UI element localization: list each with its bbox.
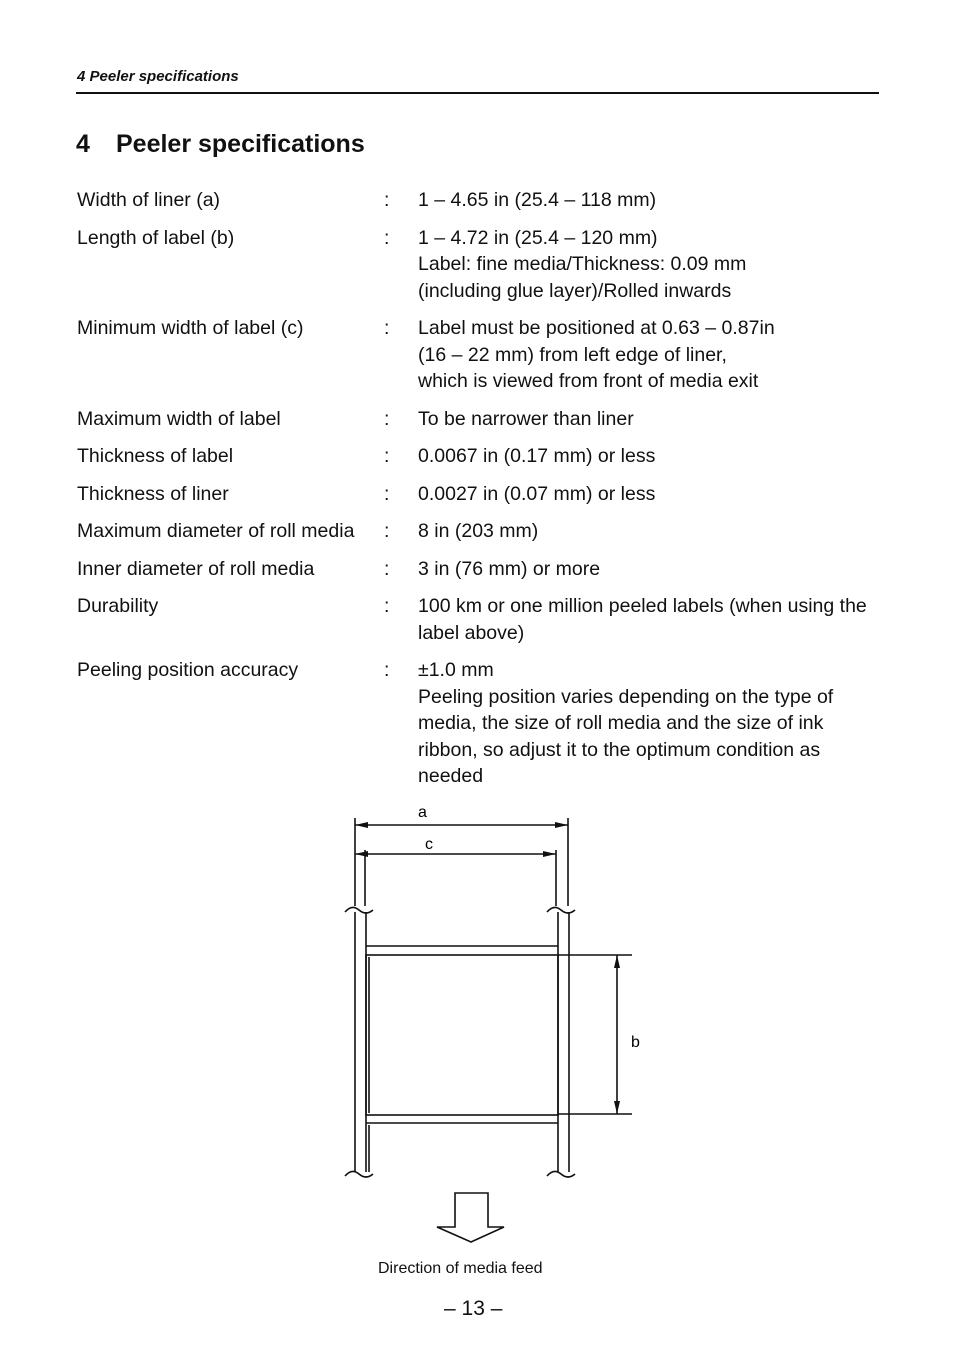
spec-colon: : [384,226,390,249]
spec-colon: : [384,317,390,339]
spec-label: Maximum width of label [77,407,281,430]
arrowhead [555,822,568,828]
spec-value-line: ±1.0 mm [418,659,494,681]
section-title: Peeler specifications [116,130,365,158]
spec-colon: : [384,595,390,617]
feed-direction-arrow [437,1193,504,1242]
spec-label: Thickness of label [77,445,234,467]
break-mark [345,907,373,913]
spec-value-line: which is viewed from front of media exit [418,370,759,392]
label-outline [366,955,558,1115]
spec-value-line: (16 – 22 mm) from left edge of liner, [418,343,727,366]
spec-colon: : [384,520,390,542]
spec-value-line: Peeling position varies depending on the type of media, the size of roll media and the size of ink ribbon, so adjust it to the optimum condition as needed [418,685,834,787]
spec-label: Durability [77,595,159,617]
running-header: 4 Peeler specifications [77,68,239,85]
spec-value-line: To be narrower than liner [418,407,634,430]
spec-colon: : [384,557,390,580]
spec-value-line: (including glue layer)/Rolled inwards [418,279,732,302]
arrowhead [614,1101,620,1114]
page-number: – 13 – [444,1297,503,1320]
spec-colon: : [384,407,390,430]
spec-colon: : [384,659,390,681]
break-mark [345,1171,373,1177]
spec-label: Peeling position accuracy [77,659,299,681]
spec-label: Maximum diameter of roll media [77,520,355,542]
arrowhead [355,822,368,828]
spec-value-line: 1 – 4.65 in (25.4 – 118 mm) [418,189,657,211]
spec-value-line: Label must be positioned at 0.63 – 0.87in [418,317,775,339]
spec-label: Thickness of liner [77,482,229,505]
arrowhead [543,851,556,857]
spec-value-line: 1 – 4.72 in (25.4 – 120 mm) [418,226,658,249]
spec-label: Minimum width of label (c) [77,317,304,339]
spec-value-line: 100 km or one million peeled labels (when using the label above) [418,595,867,644]
spec-label: Length of label (b) [77,226,235,249]
section-number: 4 [76,130,90,158]
spec-value-line: 0.0027 in (0.07 mm) or less [418,482,656,505]
spec-value-line: Label: fine media/Thickness: 0.09 mm [418,253,747,275]
spec-colon: : [384,482,390,505]
spec-value-line: 8 in (203 mm) [418,520,539,542]
spec-label: Inner diameter of roll media [77,557,315,580]
dimension-label-b: b [631,1034,640,1051]
arrowhead [355,851,368,857]
break-mark [547,907,575,913]
dimension-label-a: a [418,804,427,821]
arrowhead [614,955,620,968]
spec-value-line: 3 in (76 mm) or more [418,557,601,580]
figure-caption: Direction of media feed [378,1260,543,1277]
spec-colon: : [384,189,390,211]
spec-value-line: 0.0067 in (0.17 mm) or less [418,445,656,467]
break-mark [547,1171,575,1177]
spec-colon: : [384,445,390,467]
spec-label: Width of liner (a) [77,189,221,211]
dimension-label-c: c [425,836,433,853]
